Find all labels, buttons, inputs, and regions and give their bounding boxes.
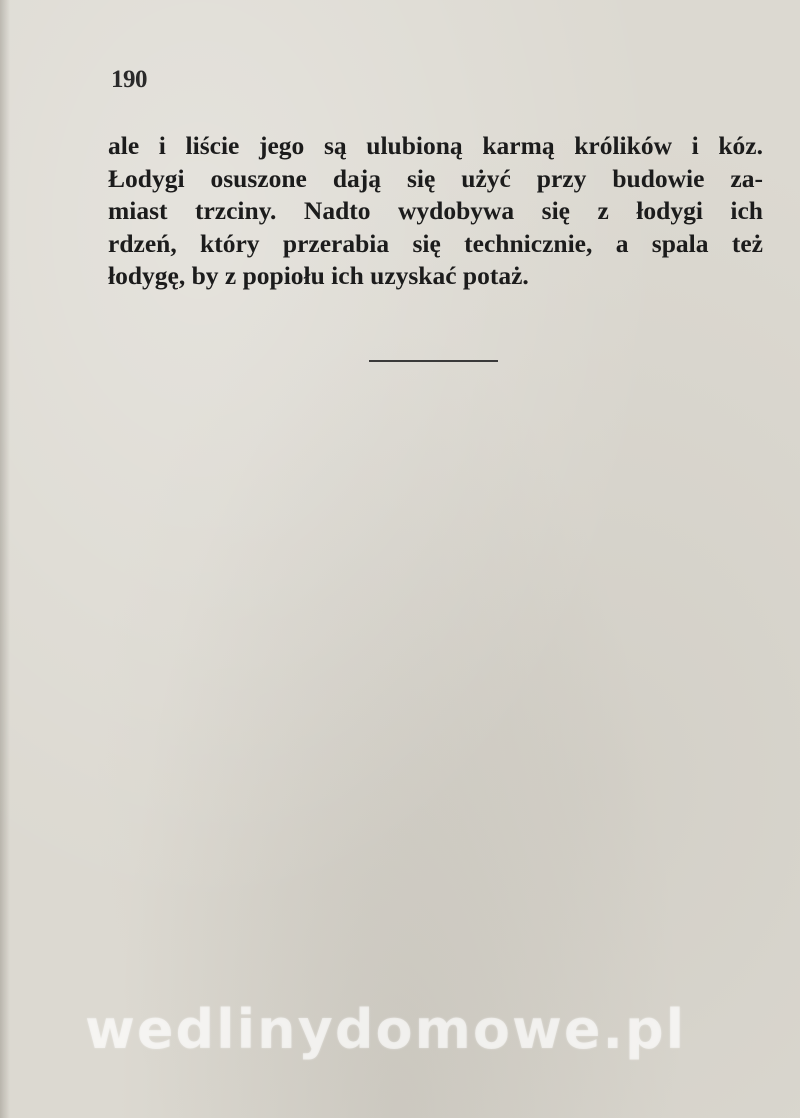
text-line-3: miast trzciny. Nadto wydobywa się z łodygi ich <box>108 196 763 225</box>
section-divider <box>369 360 498 362</box>
page-edge-shadow <box>0 0 10 1118</box>
page-number: 190 <box>111 66 147 93</box>
text-line-5: łodygę, by z popiołu ich uzyskać potaż. <box>108 261 529 290</box>
text-line-2: Łodygi osuszone dają się użyć przy budowie za- <box>108 163 763 193</box>
text-line-4: rdzeń, który przerabia się technicznie, a spala też <box>108 228 763 258</box>
body-text <box>108 130 763 293</box>
watermark: wedlinydomowe.pl <box>85 998 687 1061</box>
text-line-1: ale i liście jego są ulubioną karmą królików i kóz. <box>108 131 763 160</box>
